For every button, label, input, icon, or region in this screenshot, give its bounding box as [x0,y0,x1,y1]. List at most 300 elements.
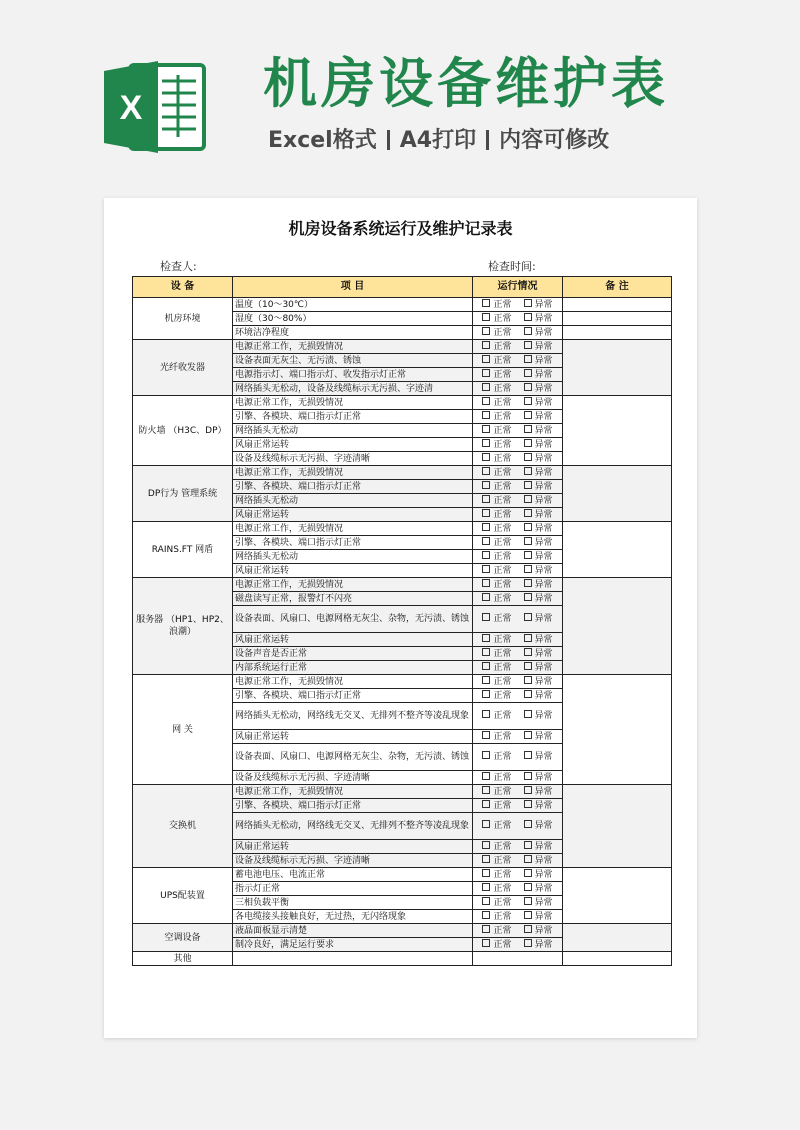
status-cell [473,550,563,564]
status-cell [473,840,563,854]
abnormal-checkbox[interactable] [524,841,532,849]
status-cell [473,938,563,952]
status-cell [473,508,563,522]
item-cell: 电源正常工作，无损毁情况 [233,785,473,799]
normal-label: 正常 [493,690,512,701]
item-cell: 蓄电池电压、电流正常 [233,868,473,882]
item-cell: 风扇正常运转 [233,508,473,522]
item-cell: 电源正常工作，无损毁情况 [233,396,473,410]
normal-label: 正常 [493,579,512,590]
item-cell: 设备表面、风扇口、电源网格无灰尘、杂物，无污渍、锈蚀 [233,744,473,771]
abnormal-checkbox[interactable] [524,662,532,670]
subtitle-format: Excel格式 [268,128,377,153]
table-row [133,868,672,882]
abnormal-checkbox[interactable] [524,453,532,461]
normal-label: 正常 [493,648,512,659]
item-cell: 电源正常工作，无损毁情况 [233,675,473,689]
abnormal-label: 异常 [534,523,553,534]
status-cell [473,382,563,396]
status-cell [473,606,563,633]
abnormal-label: 异常 [534,883,553,894]
abnormal-label: 异常 [534,327,553,338]
abnormal-checkbox[interactable] [524,313,532,321]
status-cell [473,410,563,424]
normal-label: 正常 [493,369,512,380]
abnormal-label: 异常 [534,731,553,742]
normal-checkbox[interactable] [482,786,490,794]
normal-checkbox[interactable] [482,869,490,877]
item-cell: 设备及线缆标示无污损、字迹清晰 [233,771,473,785]
abnormal-checkbox[interactable] [524,481,532,489]
status-cell [473,633,563,647]
item-cell: 网络插头无松动 [233,550,473,564]
status-cell [473,675,563,689]
abnormal-checkbox[interactable] [524,648,532,656]
status-cell [473,647,563,661]
item-cell: 风扇正常运转 [233,840,473,854]
normal-label: 正常 [493,911,512,922]
abnormal-label: 异常 [534,299,553,310]
normal-label: 正常 [493,313,512,324]
abnormal-label: 异常 [534,495,553,506]
device-cell: RAINS.FT 网盾 [133,522,233,578]
normal-checkbox[interactable] [482,634,490,642]
abnormal-checkbox[interactable] [524,495,532,503]
abnormal-checkbox[interactable] [524,551,532,559]
separator [387,130,390,150]
normal-label: 正常 [493,439,512,450]
abnormal-label: 异常 [534,841,553,852]
table-row [133,924,672,938]
item-cell: 磁盘读写正常，报警灯不闪亮 [233,592,473,606]
normal-checkbox[interactable] [482,855,490,863]
status-cell [473,438,563,452]
abnormal-checkbox[interactable] [524,710,532,718]
item-cell: 风扇正常运转 [233,633,473,647]
normal-checkbox[interactable] [482,676,490,684]
abnormal-label: 异常 [534,593,553,604]
normal-checkbox[interactable] [482,425,490,433]
col-status: 运行情况 [473,277,563,298]
abnormal-label: 异常 [534,614,553,624]
status-cell [473,661,563,675]
notes-cell[interactable] [563,578,672,675]
table-row [133,466,672,480]
normal-label: 正常 [493,939,512,950]
separator [486,130,489,150]
item-cell: 制冷良好，满足运行要求 [233,938,473,952]
status-cell [473,952,563,966]
item-cell: 引擎、各模块、端口指示灯正常 [233,799,473,813]
normal-label: 正常 [493,614,512,624]
abnormal-label: 异常 [534,537,553,548]
normal-checkbox[interactable] [482,648,490,656]
item-cell: 网络插头无松动，设备及线缆标示无污损、字迹清 [233,382,473,396]
table-row [133,785,672,799]
item-cell: 引擎、各模块、端口指示灯正常 [233,689,473,703]
abnormal-checkbox[interactable] [524,355,532,363]
item-cell: 电源正常工作，无损毁情况 [233,466,473,480]
status-cell [473,799,563,813]
normal-label: 正常 [493,509,512,520]
item-cell: 湿度（30～80%） [233,312,473,326]
item-cell: 电源正常工作，无损毁情况 [233,578,473,592]
abnormal-label: 异常 [534,341,553,352]
normal-checkbox[interactable] [482,313,490,321]
normal-label: 正常 [493,634,512,645]
normal-checkbox[interactable] [482,690,490,698]
abnormal-checkbox[interactable] [524,425,532,433]
abnormal-checkbox[interactable] [524,634,532,642]
status-cell [473,578,563,592]
device-cell: 其他 [133,952,233,966]
abnormal-checkbox[interactable] [524,411,532,419]
device-cell: DP行为 管理系统 [133,466,233,522]
normal-checkbox[interactable] [482,772,490,780]
normal-checkbox[interactable] [482,710,490,718]
status-cell [473,730,563,744]
notes-cell[interactable] [563,466,672,522]
abnormal-label: 异常 [534,565,553,576]
normal-label: 正常 [493,355,512,366]
normal-label: 正常 [493,327,512,338]
abnormal-checkbox[interactable] [524,800,532,808]
normal-label: 正常 [493,731,512,742]
notes-cell[interactable] [563,785,672,868]
normal-label: 正常 [493,897,512,908]
abnormal-checkbox[interactable] [524,593,532,601]
normal-checkbox[interactable] [482,495,490,503]
abnormal-checkbox[interactable] [524,467,532,475]
abnormal-checkbox[interactable] [524,772,532,780]
abnormal-label: 异常 [534,800,553,811]
table-row [133,298,672,312]
abnormal-checkbox[interactable] [524,869,532,877]
normal-checkbox[interactable] [482,565,490,573]
normal-checkbox[interactable] [482,439,490,447]
abnormal-checkbox[interactable] [524,565,532,573]
abnormal-label: 异常 [534,551,553,562]
abnormal-label: 异常 [534,509,553,520]
status-cell [473,536,563,550]
col-notes: 备 注 [563,277,672,298]
normal-checkbox[interactable] [482,467,490,475]
normal-checkbox[interactable] [482,751,490,759]
abnormal-label: 异常 [534,579,553,590]
normal-checkbox[interactable] [482,355,490,363]
status-cell [473,771,563,785]
notes-cell[interactable] [563,522,672,578]
maintenance-table [132,276,672,966]
normal-label: 正常 [493,453,512,464]
normal-checkbox[interactable] [482,509,490,517]
normal-label: 正常 [493,481,512,492]
normal-checkbox[interactable] [482,369,490,377]
abnormal-checkbox[interactable] [524,523,532,531]
table-row [133,396,672,410]
normal-label: 正常 [493,855,512,866]
status-cell [473,298,563,312]
status-cell [473,564,563,578]
item-cell: 风扇正常运转 [233,730,473,744]
abnormal-label: 异常 [534,690,553,701]
device-cell: UPS配装置 [133,868,233,924]
notes-cell[interactable] [563,952,672,966]
notes-cell[interactable] [563,312,672,326]
abnormal-checkbox[interactable] [524,690,532,698]
table-row [133,522,672,536]
abnormal-checkbox[interactable] [524,676,532,684]
normal-label: 正常 [493,425,512,436]
normal-checkbox[interactable] [482,523,490,531]
abnormal-label: 异常 [534,786,553,797]
abnormal-checkbox[interactable] [524,911,532,919]
normal-label: 正常 [493,925,512,936]
abnormal-label: 异常 [534,897,553,908]
abnormal-label: 异常 [534,925,553,936]
abnormal-label: 异常 [534,369,553,380]
subtitle-editable: 内容可修改 [499,128,610,153]
normal-checkbox[interactable] [482,383,490,391]
item-cell: 各电缆接头接触良好，无过热，无闪络现象 [233,910,473,924]
inspector-label: 检查人: [160,260,197,273]
col-item: 项 目 [233,277,473,298]
abnormal-label: 异常 [534,383,553,394]
device-cell: 光纤收发器 [133,340,233,396]
normal-label: 正常 [493,565,512,576]
normal-label: 正常 [493,841,512,852]
item-cell: 风扇正常运转 [233,564,473,578]
item-cell [233,952,473,966]
abnormal-label: 异常 [534,855,553,866]
abnormal-label: 异常 [534,821,553,831]
abnormal-checkbox[interactable] [524,855,532,863]
abnormal-label: 异常 [534,662,553,673]
normal-checkbox[interactable] [482,537,490,545]
abnormal-label: 异常 [534,772,553,783]
normal-checkbox[interactable] [482,820,490,828]
abnormal-checkbox[interactable] [524,579,532,587]
normal-label: 正常 [493,467,512,478]
abnormal-checkbox[interactable] [524,786,532,794]
abnormal-checkbox[interactable] [524,939,532,947]
abnormal-label: 异常 [534,425,553,436]
item-cell: 设备表面无灰尘、无污渍、锈蚀 [233,354,473,368]
abnormal-checkbox[interactable] [524,439,532,447]
item-cell: 三相负载平衡 [233,896,473,910]
normal-checkbox[interactable] [482,939,490,947]
normal-checkbox[interactable] [482,579,490,587]
normal-label: 正常 [493,786,512,797]
abnormal-checkbox[interactable] [524,751,532,759]
normal-label: 正常 [493,676,512,687]
abnormal-checkbox[interactable] [524,327,532,335]
abnormal-checkbox[interactable] [524,369,532,377]
normal-label: 正常 [493,523,512,534]
device-cell: 防火墙 （H3C、DP） [133,396,233,466]
svg-text:X: X [119,89,143,127]
abnormal-label: 异常 [534,752,553,762]
item-cell: 设备及线缆标示无污损、字迹清晰 [233,854,473,868]
abnormal-checkbox[interactable] [524,613,532,621]
normal-label: 正常 [493,821,512,831]
item-cell: 指示灯正常 [233,882,473,896]
check-time-label: 检查时间: [488,260,536,273]
normal-checkbox[interactable] [482,800,490,808]
normal-label: 正常 [493,537,512,548]
normal-checkbox[interactable] [482,481,490,489]
status-cell [473,785,563,799]
notes-cell[interactable] [563,675,672,785]
normal-label: 正常 [493,551,512,562]
item-cell: 设备声音是否正常 [233,647,473,661]
normal-checkbox[interactable] [482,925,490,933]
abnormal-label: 异常 [534,397,553,408]
table-row [133,578,672,592]
normal-label: 正常 [493,711,512,721]
status-cell [473,744,563,771]
normal-checkbox[interactable] [482,613,490,621]
normal-checkbox[interactable] [482,453,490,461]
normal-label: 正常 [493,495,512,506]
device-cell: 交换机 [133,785,233,868]
notes-cell[interactable] [563,340,672,396]
status-cell [473,466,563,480]
abnormal-label: 异常 [534,355,553,366]
notes-cell[interactable] [563,868,672,924]
notes-cell[interactable] [563,326,672,340]
status-cell [473,592,563,606]
device-cell: 空调设备 [133,924,233,952]
normal-checkbox[interactable] [482,731,490,739]
normal-checkbox[interactable] [482,841,490,849]
abnormal-checkbox[interactable] [524,731,532,739]
item-cell: 电源正常工作，无损毁情况 [233,522,473,536]
normal-label: 正常 [493,772,512,783]
abnormal-label: 异常 [534,634,553,645]
normal-checkbox[interactable] [482,551,490,559]
item-cell: 网络插头无松动 [233,424,473,438]
abnormal-checkbox[interactable] [524,897,532,905]
status-cell [473,854,563,868]
status-cell [473,368,563,382]
status-cell [473,522,563,536]
status-cell [473,396,563,410]
abnormal-checkbox[interactable] [524,820,532,828]
status-cell [473,354,563,368]
abnormal-checkbox[interactable] [524,883,532,891]
normal-label: 正常 [493,341,512,352]
abnormal-label: 异常 [534,869,553,880]
abnormal-label: 异常 [534,711,553,721]
abnormal-label: 异常 [534,313,553,324]
abnormal-label: 异常 [534,939,553,950]
status-cell [473,924,563,938]
abnormal-label: 异常 [534,467,553,478]
normal-label: 正常 [493,397,512,408]
item-cell: 网络插头无松动 [233,494,473,508]
status-cell [473,326,563,340]
abnormal-label: 异常 [534,481,553,492]
status-cell [473,868,563,882]
item-cell: 内部系统运行正常 [233,661,473,675]
abnormal-checkbox[interactable] [524,383,532,391]
normal-label: 正常 [493,752,512,762]
normal-label: 正常 [493,383,512,394]
normal-checkbox[interactable] [482,911,490,919]
item-cell: 网络插头无松动，网络线无交叉、无排列不整齐等凌乱现象 [233,813,473,840]
item-cell: 网络插头无松动，网络线无交叉、无排列不整齐等凌乱现象 [233,703,473,730]
notes-cell[interactable] [563,298,672,312]
normal-label: 正常 [493,869,512,880]
normal-label: 正常 [493,662,512,673]
normal-checkbox[interactable] [482,897,490,905]
normal-checkbox[interactable] [482,883,490,891]
item-cell: 环境洁净程度 [233,326,473,340]
document-sheet [104,198,697,1038]
normal-label: 正常 [493,800,512,811]
normal-checkbox[interactable] [482,593,490,601]
page-title: 机房设备维护表 [263,52,669,115]
table-header-row [133,277,672,298]
status-cell [473,480,563,494]
notes-cell[interactable] [563,924,672,952]
normal-checkbox[interactable] [482,299,490,307]
notes-cell[interactable] [563,396,672,466]
status-cell [473,312,563,326]
table-body [133,298,672,966]
excel-icon [100,57,210,157]
normal-checkbox[interactable] [482,397,490,405]
status-cell [473,882,563,896]
status-cell [473,452,563,466]
subtitle-print: A4打印 [399,128,477,153]
status-cell [473,813,563,840]
abnormal-label: 异常 [534,453,553,464]
device-cell: 网 关 [133,675,233,785]
abnormal-checkbox[interactable] [524,299,532,307]
abnormal-checkbox[interactable] [524,537,532,545]
item-cell: 引擎、各模块、端口指示灯正常 [233,480,473,494]
abnormal-label: 异常 [534,439,553,450]
status-cell [473,424,563,438]
status-cell [473,896,563,910]
abnormal-checkbox[interactable] [524,397,532,405]
abnormal-checkbox[interactable] [524,341,532,349]
normal-label: 正常 [493,883,512,894]
promo-header [0,0,800,190]
abnormal-checkbox[interactable] [524,509,532,517]
item-cell: 液晶面板显示清楚 [233,924,473,938]
device-cell: 服务器 （HP1、HP2、浪潮） [133,578,233,675]
item-cell: 温度（10～30℃） [233,298,473,312]
abnormal-checkbox[interactable] [524,925,532,933]
item-cell: 引擎、各模块、端口指示灯正常 [233,536,473,550]
item-cell: 设备及线缆标示无污损、字迹清晰 [233,452,473,466]
status-cell [473,703,563,730]
normal-checkbox[interactable] [482,327,490,335]
normal-checkbox[interactable] [482,341,490,349]
status-cell [473,689,563,703]
normal-checkbox[interactable] [482,662,490,670]
table-row [133,340,672,354]
status-cell [473,494,563,508]
abnormal-label: 异常 [534,676,553,687]
table-row [133,675,672,689]
device-cell: 机房环境 [133,298,233,340]
abnormal-label: 异常 [534,648,553,659]
normal-checkbox[interactable] [482,411,490,419]
